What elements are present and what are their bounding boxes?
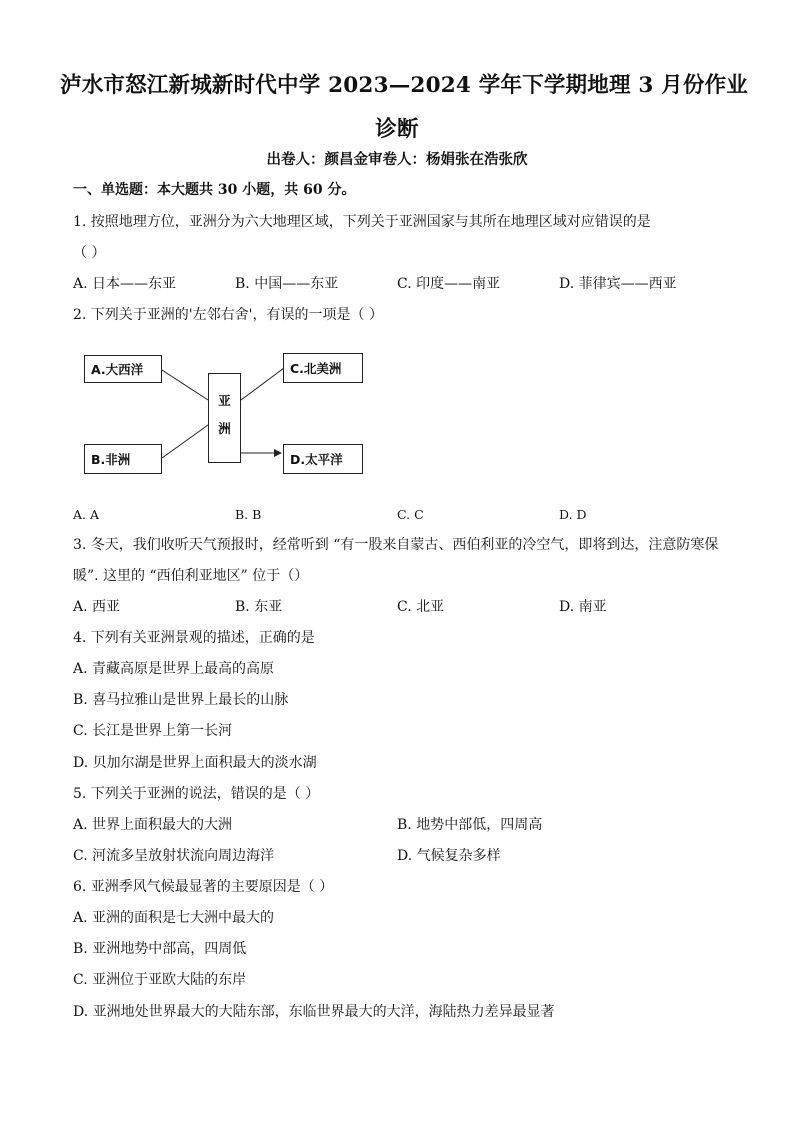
connector-c: [241, 368, 284, 400]
question-3-option-a: A. 西亚: [73, 599, 121, 615]
connector-a: [162, 370, 208, 400]
question-4-option-a: A. 青藏高原是世界上最高的高原: [73, 661, 275, 677]
question-1-option-d: D. 菲律宾——西亚: [559, 276, 677, 292]
question-3-option-c: C. 北亚: [397, 599, 445, 615]
question-5-stem: 5. 下列关于亚洲的说法，错误的是（ ）: [73, 786, 320, 802]
question-5-option-c: C. 河流多呈放射状流向周边海洋: [73, 848, 275, 864]
question-2-option-d: D. D: [559, 507, 587, 522]
asia-neighbors-diagram: [78, 340, 378, 490]
question-5-option-b: B. 地势中部低，四周高: [397, 817, 543, 833]
question-4-option-c: C. 长江是世界上第一长河: [73, 723, 233, 739]
question-2-option-c: C. C: [397, 507, 424, 522]
question-2-stem: 2. 下列关于亚洲的'左邻右舍'，有误的一项是（ ）: [73, 307, 383, 323]
question-1-stem-cont: （ ）: [73, 245, 106, 261]
question-3-stem-cont: 暖”. 这里的 “西伯利亚地区” 位于（）: [73, 568, 309, 584]
page-title-line1: 泸水市怒江新城新时代中学 2023—2024 学年下学期地理 3 月份作业: [60, 73, 748, 98]
question-3-option-b: B. 东亚: [235, 599, 283, 615]
question-4-option-d: D. 贝加尔湖是世界上面积最大的淡水湖: [73, 755, 317, 771]
box-pacific: D.太平洋: [283, 444, 363, 474]
question-5-option-a: A. 世界上面积最大的大洲: [73, 817, 233, 833]
question-1-stem: 1. 按照地理方位，亚洲分为六大地理区域，下列关于亚洲国家与其所在地理区域对应错误的是: [73, 214, 651, 230]
question-6-option-d: D. 亚洲地处世界最大的大陆东部，东临世界最大的大洋，海陆热力差异最显著: [73, 1004, 555, 1020]
question-2-option-a: A. A: [73, 507, 100, 522]
question-2-option-b: B. B: [235, 507, 262, 522]
box-atlantic: A.大西洋: [84, 355, 162, 383]
asia-char-2: 洲: [218, 421, 231, 436]
box-north-america: C.北美洲: [283, 353, 363, 383]
question-6-stem: 6. 亚洲季风气候最显著的主要原因是（ ）: [73, 879, 334, 895]
section-heading: 一、单选题：本大题共 30 小题，共 60 分。: [73, 182, 356, 198]
question-1-option-a: A. 日本——东亚: [73, 276, 177, 292]
question-5-option-d: D. 气候复杂多样: [397, 848, 501, 864]
page-title-line2: 诊断: [375, 117, 419, 142]
question-1-option-c: C. 印度——南亚: [397, 276, 501, 292]
question-3-option-d: D. 南亚: [559, 599, 607, 615]
question-1-option-b: B. 中国——东亚: [235, 276, 339, 292]
asia-char-1: 亚: [218, 393, 231, 408]
question-4-option-b: B. 喜马拉雅山是世界上最长的山脉: [73, 692, 289, 708]
connector-b: [162, 425, 208, 458]
question-6-option-c: C. 亚洲位于亚欧大陆的东岸: [73, 972, 247, 988]
question-3-stem: 3. 冬天，我们收听天气预报时，经常听到 “有一股来自蒙古、西伯利亚的冷空气，即将到达，注意防寒保: [73, 537, 719, 553]
question-4-stem: 4. 下列有关亚洲景观的描述，正确的是: [73, 630, 315, 646]
box-asia: [208, 373, 241, 463]
authors-line: 出卷人：颜昌金审卷人：杨娟张在浩张欣: [266, 151, 528, 168]
question-6-option-b: B. 亚洲地势中部高，四周低: [73, 941, 247, 957]
box-africa: B.非洲: [84, 444, 162, 474]
question-6-option-a: A. 亚洲的面积是七大洲中最大的: [73, 910, 275, 926]
